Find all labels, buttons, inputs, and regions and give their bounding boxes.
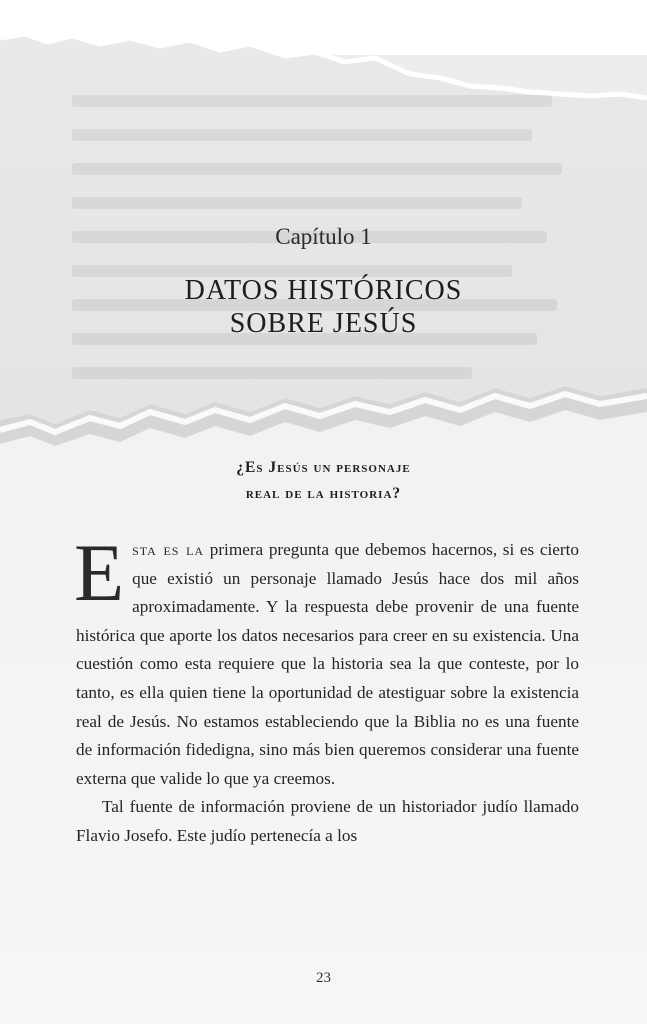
drop-cap: E [74,527,125,618]
paragraph-1-text: primera pregunta que debemos hacernos, si es cierto que existió un personaje llamado Jesús hace dos mil años aproximadamente. Y la respuesta debe provenir de una fuente histórica que aporte los datos necesarios para creer en su existencia. Una cuestión como esta requiere que la historia sea la que conteste, por lo tanto, es ella quien tiene la oportunidad de atestiguar sobre la existencia real de Jesús. No estamos estableciendo que la Biblia no es una fuente de información fidedigna, sino más bien queremos considerar una fuente externa que valide lo que ya creemos. [76,540,579,788]
section-heading [0,455,647,507]
lead-in-smallcaps: sta es la [132,540,205,559]
chapter-title-line-2: SOBRE JESÚS [229,308,418,339]
paragraph-1 [74,527,579,793]
chapter-label: Capítulo 1 [275,224,372,249]
body-text [74,527,579,851]
chapter-title [0,274,647,340]
section-heading-line-2: real de la historia? [245,485,402,502]
paragraph-2: Tal fuente de información proviene de un historiador judío llamado Flavio Josefo. Este judío pertenecía a los [76,797,579,845]
chapter-title-line-1: DATOS HISTÓRICOS [184,275,463,306]
page-number: 23 [316,970,331,986]
section-heading-line-1: ¿Es Jesús un personaje [236,459,411,476]
